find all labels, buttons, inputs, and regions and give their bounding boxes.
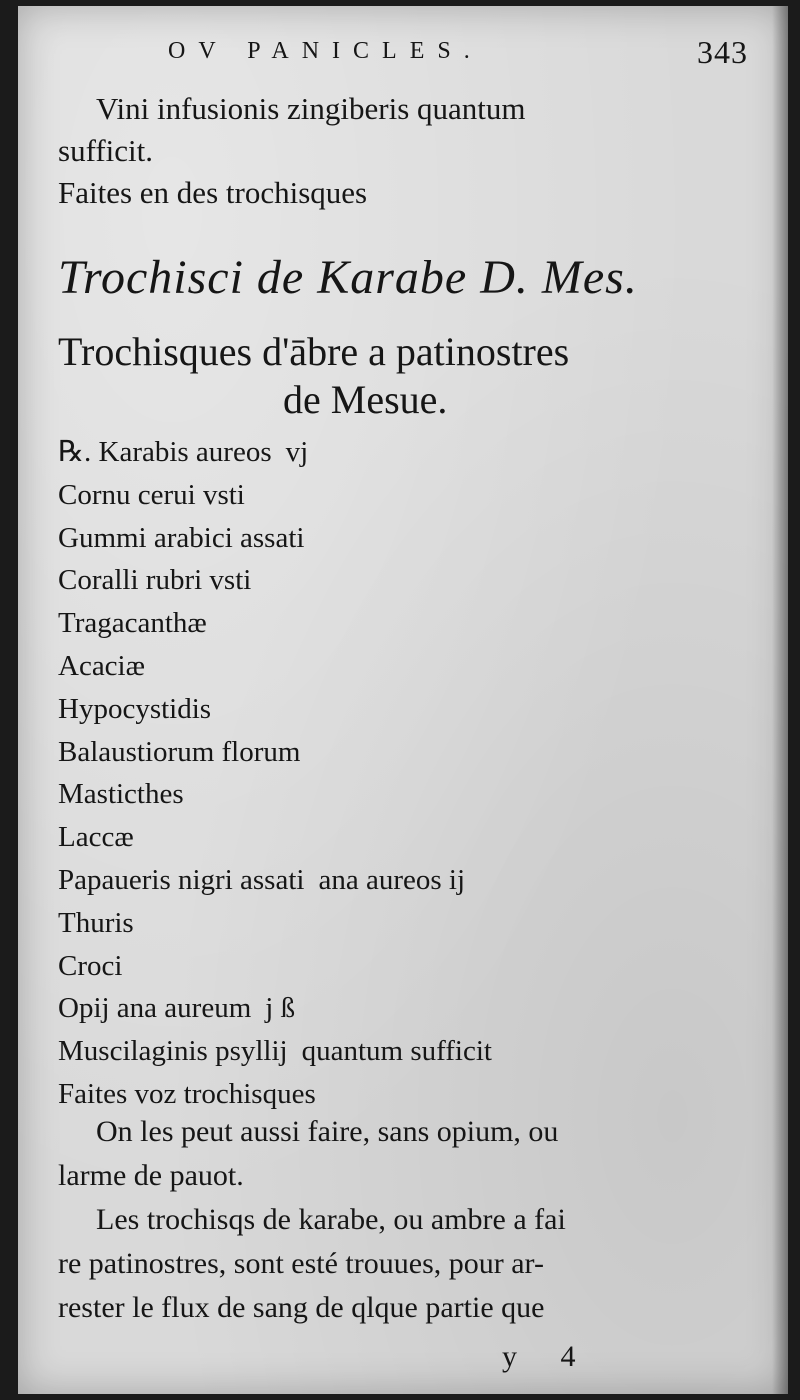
prose-line: Les trochisqs de karabe, ou ambre a fai: [96, 1203, 566, 1236]
recipe-quantity: j ß: [265, 992, 296, 1025]
recipe-ingredient: ℞. Karabis aureos: [58, 436, 272, 468]
french-title-line: de Mesue.: [283, 377, 448, 422]
prose-block: [58, 1110, 760, 1330]
book-page: [18, 6, 788, 1394]
recipe-ingredient: Gummi arabici assati: [58, 521, 305, 554]
recipe-ingredient: Acaciæ: [58, 649, 145, 682]
recipe-item: [58, 517, 760, 560]
recipe-item: [58, 688, 760, 731]
section-subheading: [58, 328, 760, 424]
recipe-quantity: vj: [285, 436, 309, 468]
recipe-ingredient: Hypocystidis: [58, 692, 212, 725]
recipe-instruction: Faites voz trochisques: [58, 1077, 316, 1110]
recipe-ingredient: Muscilaginis psyllij: [58, 1035, 288, 1068]
recipe-item: [58, 602, 760, 645]
recipe-item: [58, 731, 760, 774]
recipe-item: [58, 987, 760, 1030]
recipe-quantity: ana aureos ij: [318, 863, 465, 896]
recipe-ingredient: Tragacanthæ: [58, 607, 207, 640]
recipe-ingredient: Balaustiorum florum: [58, 735, 301, 768]
recipe-ingredient: Opij ana aureum: [58, 992, 252, 1025]
recipe-item: [58, 945, 760, 988]
prose-line: rester le flux de sang de qlque partie que: [58, 1291, 545, 1324]
page-shadow-edge: [772, 6, 788, 1394]
signature-mark: y 4: [502, 1340, 594, 1373]
recipe-item: [58, 474, 760, 517]
prose-line: On les peut aussi faire, sans opium, ou: [96, 1115, 559, 1148]
running-header-title: OV PANICLES.: [168, 38, 483, 64]
intro-line: Vini infusionis zingiberis quantum: [96, 91, 526, 126]
recipe-ingredient: Papaueris nigri assati: [58, 863, 305, 896]
recipe-ingredient: Thuris: [58, 906, 134, 939]
recipe-item: [58, 773, 760, 816]
recipe-ingredient: Coralli rubri vsti: [58, 564, 252, 597]
recipe-item: [58, 431, 760, 474]
recipe-item: [58, 559, 760, 602]
page-number: 343: [697, 34, 748, 70]
prose-line: larme de pauot.: [58, 1159, 244, 1192]
recipe-item: [58, 902, 760, 945]
prose-line: re patinostres, sont esté trouues, pour ar-: [58, 1247, 544, 1280]
recipe-item: [58, 859, 760, 902]
recipe-item: [58, 645, 760, 688]
intro-block: [58, 88, 760, 214]
recipe-ingredient: Croci: [58, 949, 123, 982]
recipe-item: [58, 1030, 760, 1073]
recipe-ingredient: Cornu cerui vsti: [58, 478, 245, 511]
french-title-line: Trochisques d'ābre a patinostres: [58, 329, 570, 374]
intro-line: sufficit.: [58, 133, 153, 168]
recipe-ingredient: Laccæ: [58, 821, 134, 854]
section-heading: [58, 250, 760, 305]
recipe-list: [58, 431, 760, 1116]
latin-title: Trochisci de Karabe D. Mes.: [58, 251, 638, 304]
running-header: [168, 34, 748, 78]
intro-line: Faites en des trochisques: [58, 175, 368, 210]
recipe-ingredient: Masticthes: [58, 778, 184, 811]
recipe-item: [58, 816, 760, 859]
recipe-quantity: quantum sufficit: [301, 1035, 492, 1068]
